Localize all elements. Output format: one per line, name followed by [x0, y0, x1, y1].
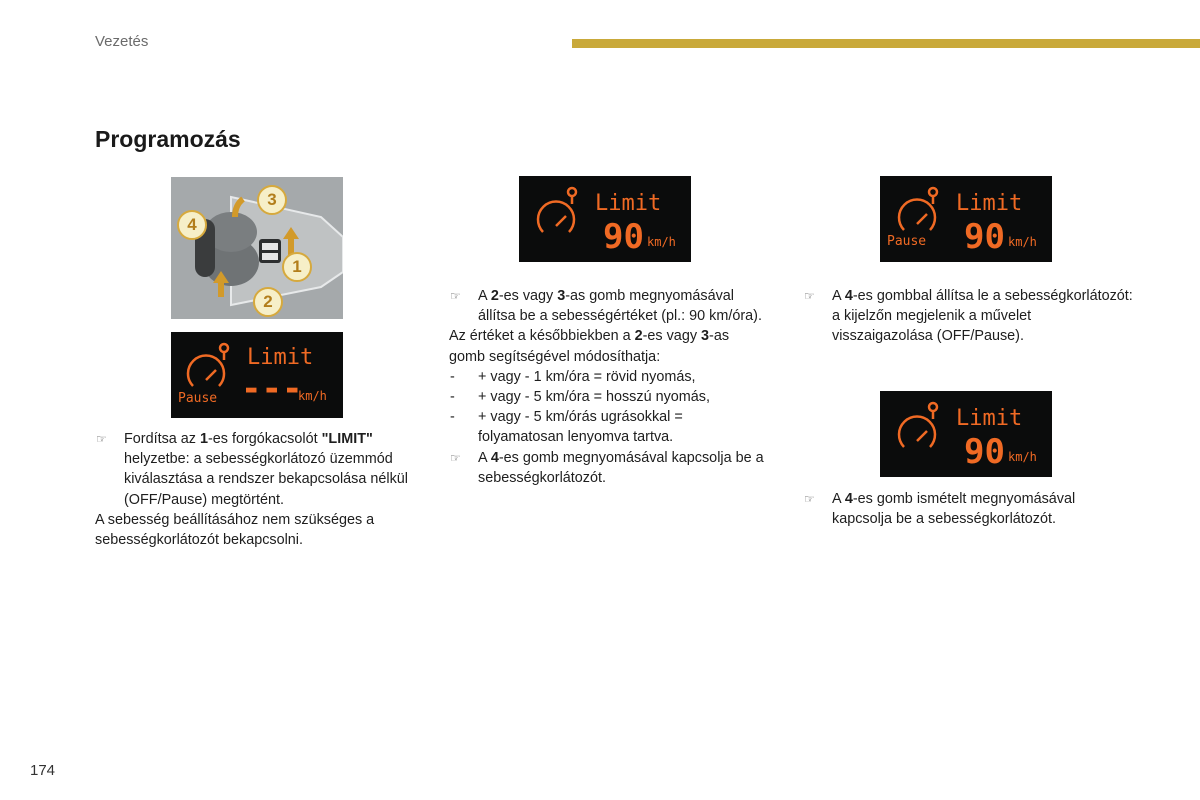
- speedometer-icon: [188, 344, 228, 386]
- limit-stalk-illustration: [171, 177, 343, 319]
- callout-4: 4: [177, 210, 207, 240]
- instruction-bullet: [449, 286, 764, 326]
- lcd-speed-value: 90: [964, 217, 1005, 257]
- instruction-bullet: [95, 429, 420, 510]
- note-paragraph: A sebesség beállításához nem szükséges a sebességkorlátozót bekapcsolni.: [95, 511, 375, 549]
- dash-item: [449, 367, 764, 387]
- column-3-text-bottom: [803, 489, 1133, 529]
- lcd-limit-label: Limit: [247, 345, 314, 370]
- bold-run: 2: [634, 328, 643, 345]
- page-number: 174: [30, 762, 56, 779]
- text-run: A: [832, 491, 845, 507]
- column-1-text: [95, 429, 420, 550]
- column-2-text: [449, 286, 764, 488]
- text-run: A: [478, 288, 491, 304]
- lcd-unit: km/h: [1008, 450, 1037, 464]
- lcd-pause-label: Pause: [178, 391, 218, 406]
- lcd-speed-value: 90: [964, 432, 1005, 472]
- dash-text: + vagy - 1 km/óra = rövid nyomás,: [478, 368, 696, 385]
- callout-2: 2: [253, 287, 283, 317]
- instruction-bullet: [449, 448, 764, 488]
- column-3-text-top: [803, 286, 1133, 347]
- bold-run: 2: [490, 288, 499, 304]
- text-run: -es vagy: [642, 328, 702, 345]
- text-run: -as gomb megnyomásával állítsa be a sebességértéket (pl.: 90 km/óra).: [478, 288, 762, 325]
- text-run: Az értéket a későbbiekben a: [449, 328, 635, 345]
- text-run: -es gomb ismételt megnyomásával kapcsolja be a sebességkorlátozót.: [832, 491, 1076, 528]
- bold-run: 3: [557, 288, 566, 304]
- note-paragraph: [449, 326, 764, 366]
- callout-3: 3: [257, 185, 287, 215]
- text-run: A: [478, 449, 491, 466]
- instruction-bullet: [803, 286, 1133, 347]
- lcd-limit-label: Limit: [956, 406, 1023, 431]
- lcd-dashes: ---: [241, 369, 303, 409]
- bold-run: 4: [844, 288, 853, 304]
- bold-run: 1: [199, 431, 208, 447]
- bold-run: "LIMIT": [321, 431, 373, 447]
- pointing-hand-icon: ☞: [804, 492, 815, 506]
- lcd-limit-label: Limit: [595, 191, 662, 216]
- dash-mark: -: [450, 409, 455, 426]
- dash-item: [449, 387, 764, 407]
- lcd-unit: km/h: [647, 235, 676, 249]
- text-run: A: [832, 288, 845, 304]
- page-title: Programozás: [95, 126, 241, 152]
- lcd-display-limit-90-active: [880, 391, 1052, 477]
- lcd-display-limit-90: [519, 176, 691, 262]
- instruction-bullet: [803, 489, 1133, 529]
- pointing-hand-icon: ☞: [450, 450, 461, 465]
- pointing-hand-icon: ☞: [96, 432, 107, 446]
- lcd-pause-label: Pause: [887, 234, 927, 249]
- dash-text: + vagy - 5 km/óra = hosszú nyomás,: [478, 389, 710, 406]
- text-run: -es vagy: [498, 288, 558, 304]
- speedometer-icon: [899, 403, 937, 447]
- lcd-display-pause: [171, 332, 343, 418]
- bold-run: 4: [490, 449, 499, 466]
- callout-1: 1: [282, 252, 312, 282]
- text-run: -es gombbal állítsa le a sebességkorlátozót: a kijelzőn megjelenik a művelet visszaigazolása (OFF/Pause).: [832, 288, 1133, 345]
- section-label: Vezetés: [95, 33, 149, 50]
- dash-item: [449, 407, 764, 447]
- speedometer-icon: [538, 188, 576, 232]
- speedometer-icon: [899, 188, 937, 230]
- dash-mark: -: [450, 389, 455, 406]
- lcd-unit: km/h: [1008, 235, 1037, 249]
- text-run: -es forgókacsolót: [208, 431, 322, 447]
- lcd-limit-label: Limit: [956, 191, 1023, 216]
- text-run: Fordítsa az: [124, 431, 200, 447]
- text-run: -as gomb segítségével módosíthatja:: [449, 328, 730, 365]
- dash-text: + vagy - 5 km/órás ugrásokkal = folyamatosan lenyomva tartva.: [478, 409, 683, 446]
- bold-run: 4: [844, 491, 853, 507]
- lcd-display-pause-90: [880, 176, 1052, 262]
- bold-run: 3: [701, 328, 710, 345]
- lcd-unit: km/h: [298, 389, 327, 403]
- lcd-speed-value: 90: [603, 217, 644, 257]
- dash-mark: -: [450, 368, 455, 385]
- pointing-hand-icon: ☞: [450, 289, 461, 303]
- pointing-hand-icon: ☞: [804, 289, 815, 303]
- text-run: -es gomb megnyomásával kapcsolja be a sebességkorlátozót.: [478, 449, 764, 486]
- text-run: helyzetbe: a sebességkorlátozó üzemmód kiválasztása a rendszer bekapcsolása nélkül (OFF/Pause) megtörtént.: [124, 451, 408, 508]
- header-accent-bar: [572, 39, 1200, 48]
